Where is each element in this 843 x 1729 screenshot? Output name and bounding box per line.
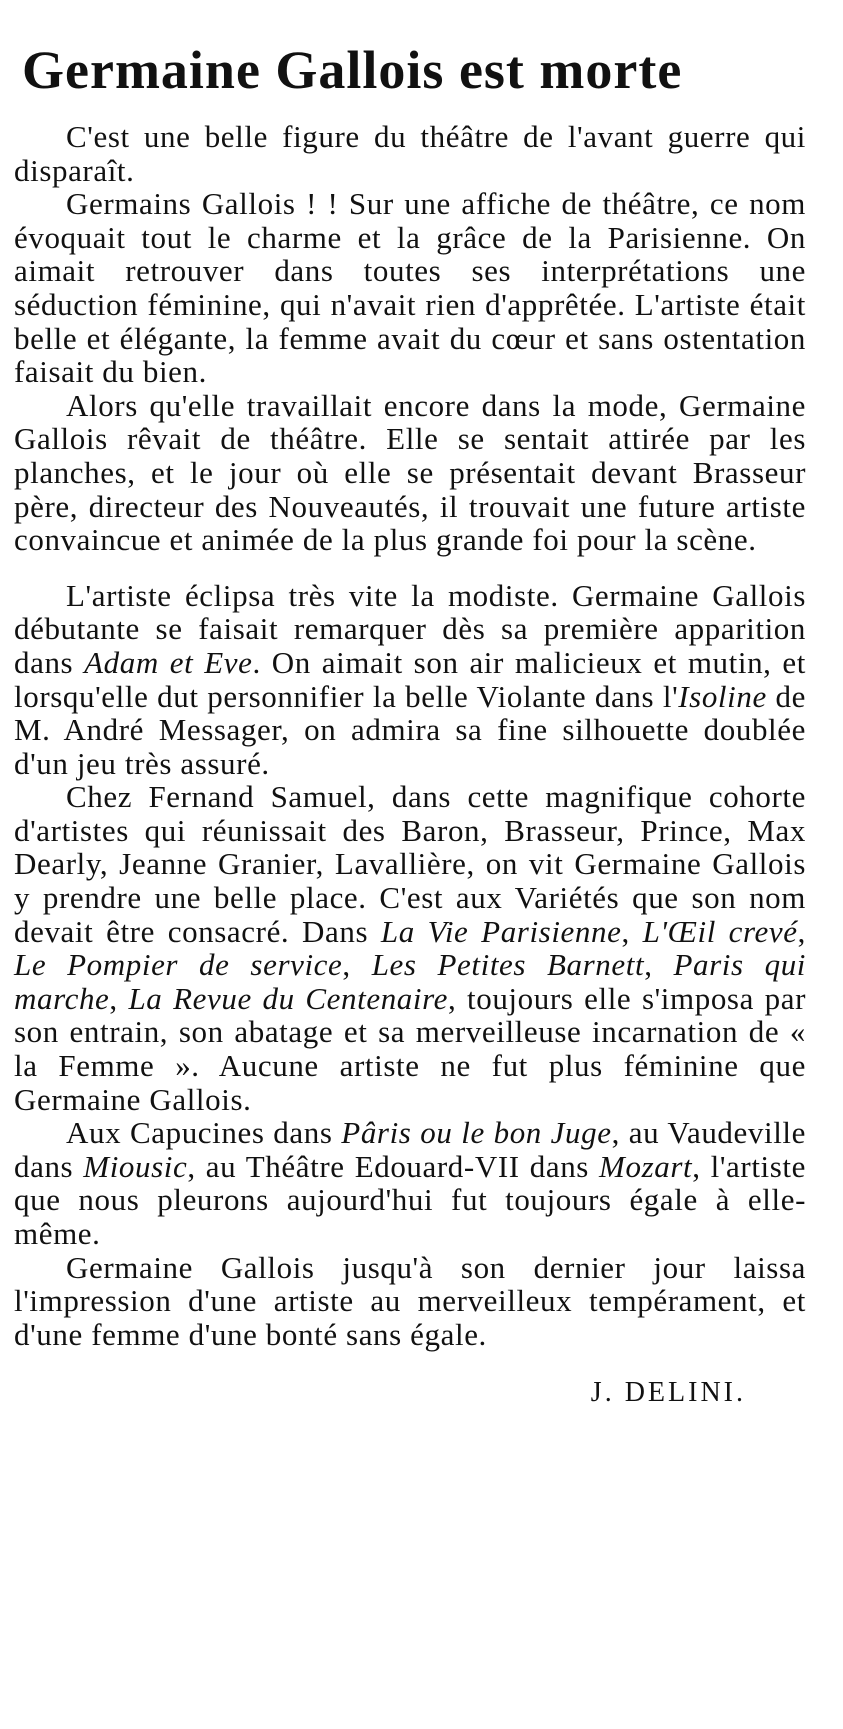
article-paragraph [14, 120, 806, 187]
paragraph-text: Chez Fernand Samuel, dans cette magnifique cohorte d'artistes qui réunissait des Baron, Brasseur, Prince, Max Dearly, Jeanne Granier, Lavallière, on vit Germaine Gallois y prendre une belle place. C'est aux Variétés que son nom devait être consacré. Dans [14, 779, 806, 949]
work-title: Pâris ou le bon Juge [341, 1115, 612, 1151]
paragraph-text: L'artiste éclipsa très vite la modiste. Germaine Gallois débutante se faisait remarquer dès sa première apparition dans [14, 577, 806, 680]
work-title: Adam et Eve [84, 644, 253, 680]
article-paragraph [14, 1116, 806, 1250]
article-body [14, 120, 806, 1351]
article-paragraph [14, 187, 806, 389]
article-paragraph [14, 780, 806, 1116]
article-paragraph [14, 579, 806, 781]
work-title: La Vie Parisienne [380, 913, 622, 949]
author-signature: J. DELINI. [590, 1377, 746, 1409]
paragraph-text: , [342, 947, 372, 983]
paragraph-text: de M. André Messager, on admira sa fine silhouette doublée d'un jeu très assuré. [14, 678, 806, 781]
article-paragraph [14, 1251, 806, 1352]
paragraph-text: Aux Capucines dans [66, 1115, 342, 1151]
paragraph-text: Germaine Gallois jusqu'à son dernier jour laissa l'impression d'une artiste au merveilleux tempérament, et d'une femme d'une bonté sans égale. [14, 1249, 806, 1352]
work-title: L'Œil crevé [642, 913, 798, 949]
article [14, 6, 806, 1409]
work-title: Isoline [678, 678, 767, 714]
paragraph-text: , [797, 913, 806, 949]
paragraph-text: , toujours elle s'imposa par son entrain, son abatage et sa merveilleuse incarnation de « la Femme ». Aucune artiste ne fut plus féminine que Germaine Gallois. [14, 980, 807, 1117]
paragraph-text: . On aimait son air malicieux et mutin, et lorsqu'elle dut personnifier la belle Violante dans l' [14, 644, 806, 714]
article-headline: Germaine Gallois est morte [22, 40, 683, 100]
work-title: La Revue du Centenaire [128, 980, 448, 1016]
paragraph-text: , au Vaudeville dans [14, 1115, 806, 1184]
paragraph-text: , [621, 913, 643, 949]
paragraph-text: Alors qu'elle travaillait encore dans la mode, Germaine Gallois rêvait de théâtre. Elle se sentait attirée par les planches, et le jour où elle se présentait devant Brasseur père, directeur des Nouveautés, il trouvait une future artiste convaincue et animée de la plus grande foi pour la scène. [14, 387, 806, 558]
work-title: Mozart [599, 1148, 693, 1184]
paragraph-text: , [644, 947, 674, 983]
paragraph-text: C'est une belle figure du théâtre de l'avant guerre qui disparaît. [14, 119, 806, 188]
paragraph-text: , au Théâtre Edouard-VII dans [187, 1148, 600, 1184]
paragraph-text: Germains Gallois ! ! Sur une affiche de théâtre, ce nom évoquait tout le charme et la grâce de la Parisienne. On aimait retrouver dans toutes ses interprétations une séduction féminine, qui n'avait rien d'apprêtée. L'artiste était belle et élégante, la femme avait du cœur et sans ostentation faisait du bien. [14, 186, 806, 390]
work-title: Les Petites Barnett [371, 947, 645, 983]
paragraph-text: , [109, 980, 129, 1016]
work-title: Paris qui marche [14, 947, 807, 1016]
paragraph-text: , l'artiste que nous pleurons aujourd'hui fut toujours égale à elle-même. [14, 1148, 806, 1251]
article-paragraph [14, 389, 806, 557]
work-title: Miousic [83, 1148, 188, 1184]
work-title: Le Pompier de service [14, 947, 343, 983]
